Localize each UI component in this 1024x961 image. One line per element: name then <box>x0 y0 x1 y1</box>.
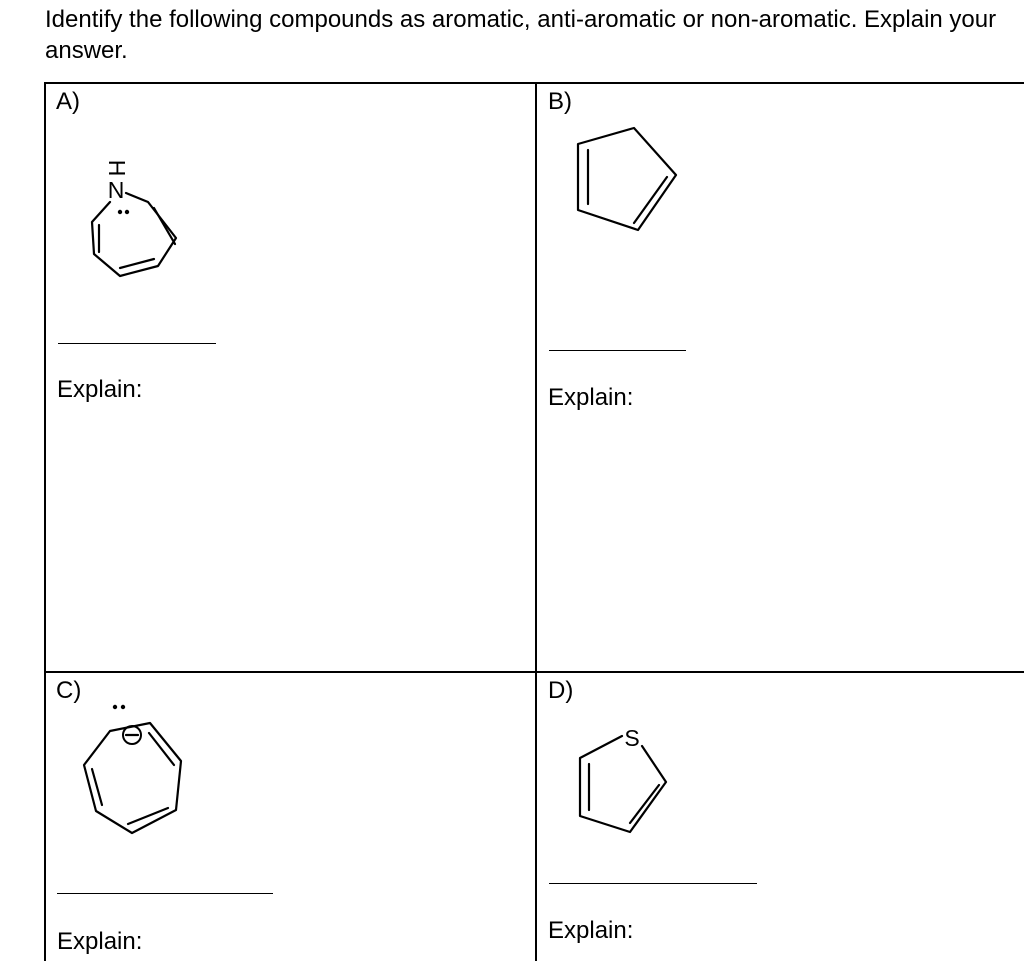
thiophene-structure <box>572 722 672 834</box>
cyclopentadiene-structure <box>570 120 690 240</box>
cell-d-answer-line[interactable] <box>549 883 757 884</box>
cell-c-answer-line[interactable] <box>57 893 273 894</box>
cell-d-explain-label: Explain: <box>548 917 634 944</box>
cell-c-label: C) <box>56 677 82 704</box>
cell-b-explain-label: Explain: <box>548 384 634 411</box>
cell-b-label: B) <box>548 88 572 115</box>
cell-a-label: A) <box>56 88 80 115</box>
cell-a-answer-line[interactable] <box>58 343 216 344</box>
azepine-structure <box>80 150 190 285</box>
nitrogen-atom-label: N <box>107 177 125 203</box>
cell-d-label: D) <box>548 677 574 704</box>
cycloheptatrienyl-anion-structure <box>76 695 201 840</box>
cell-b-answer-line[interactable] <box>549 350 686 351</box>
sulfur-atom-label: S <box>624 725 640 751</box>
cell-a-explain-label: Explain: <box>57 376 143 403</box>
table-center-border <box>535 82 537 961</box>
cell-c-explain-label: Explain: <box>57 928 143 955</box>
question-text: Identify the following compounds as aromatic, anti-aromatic or non-aromatic. Explain your answer. <box>45 6 997 64</box>
table-left-border <box>44 82 46 961</box>
hydrogen-atom-label: H <box>104 159 130 177</box>
table-middle-border <box>44 671 1024 673</box>
table-top-border <box>44 82 1024 84</box>
